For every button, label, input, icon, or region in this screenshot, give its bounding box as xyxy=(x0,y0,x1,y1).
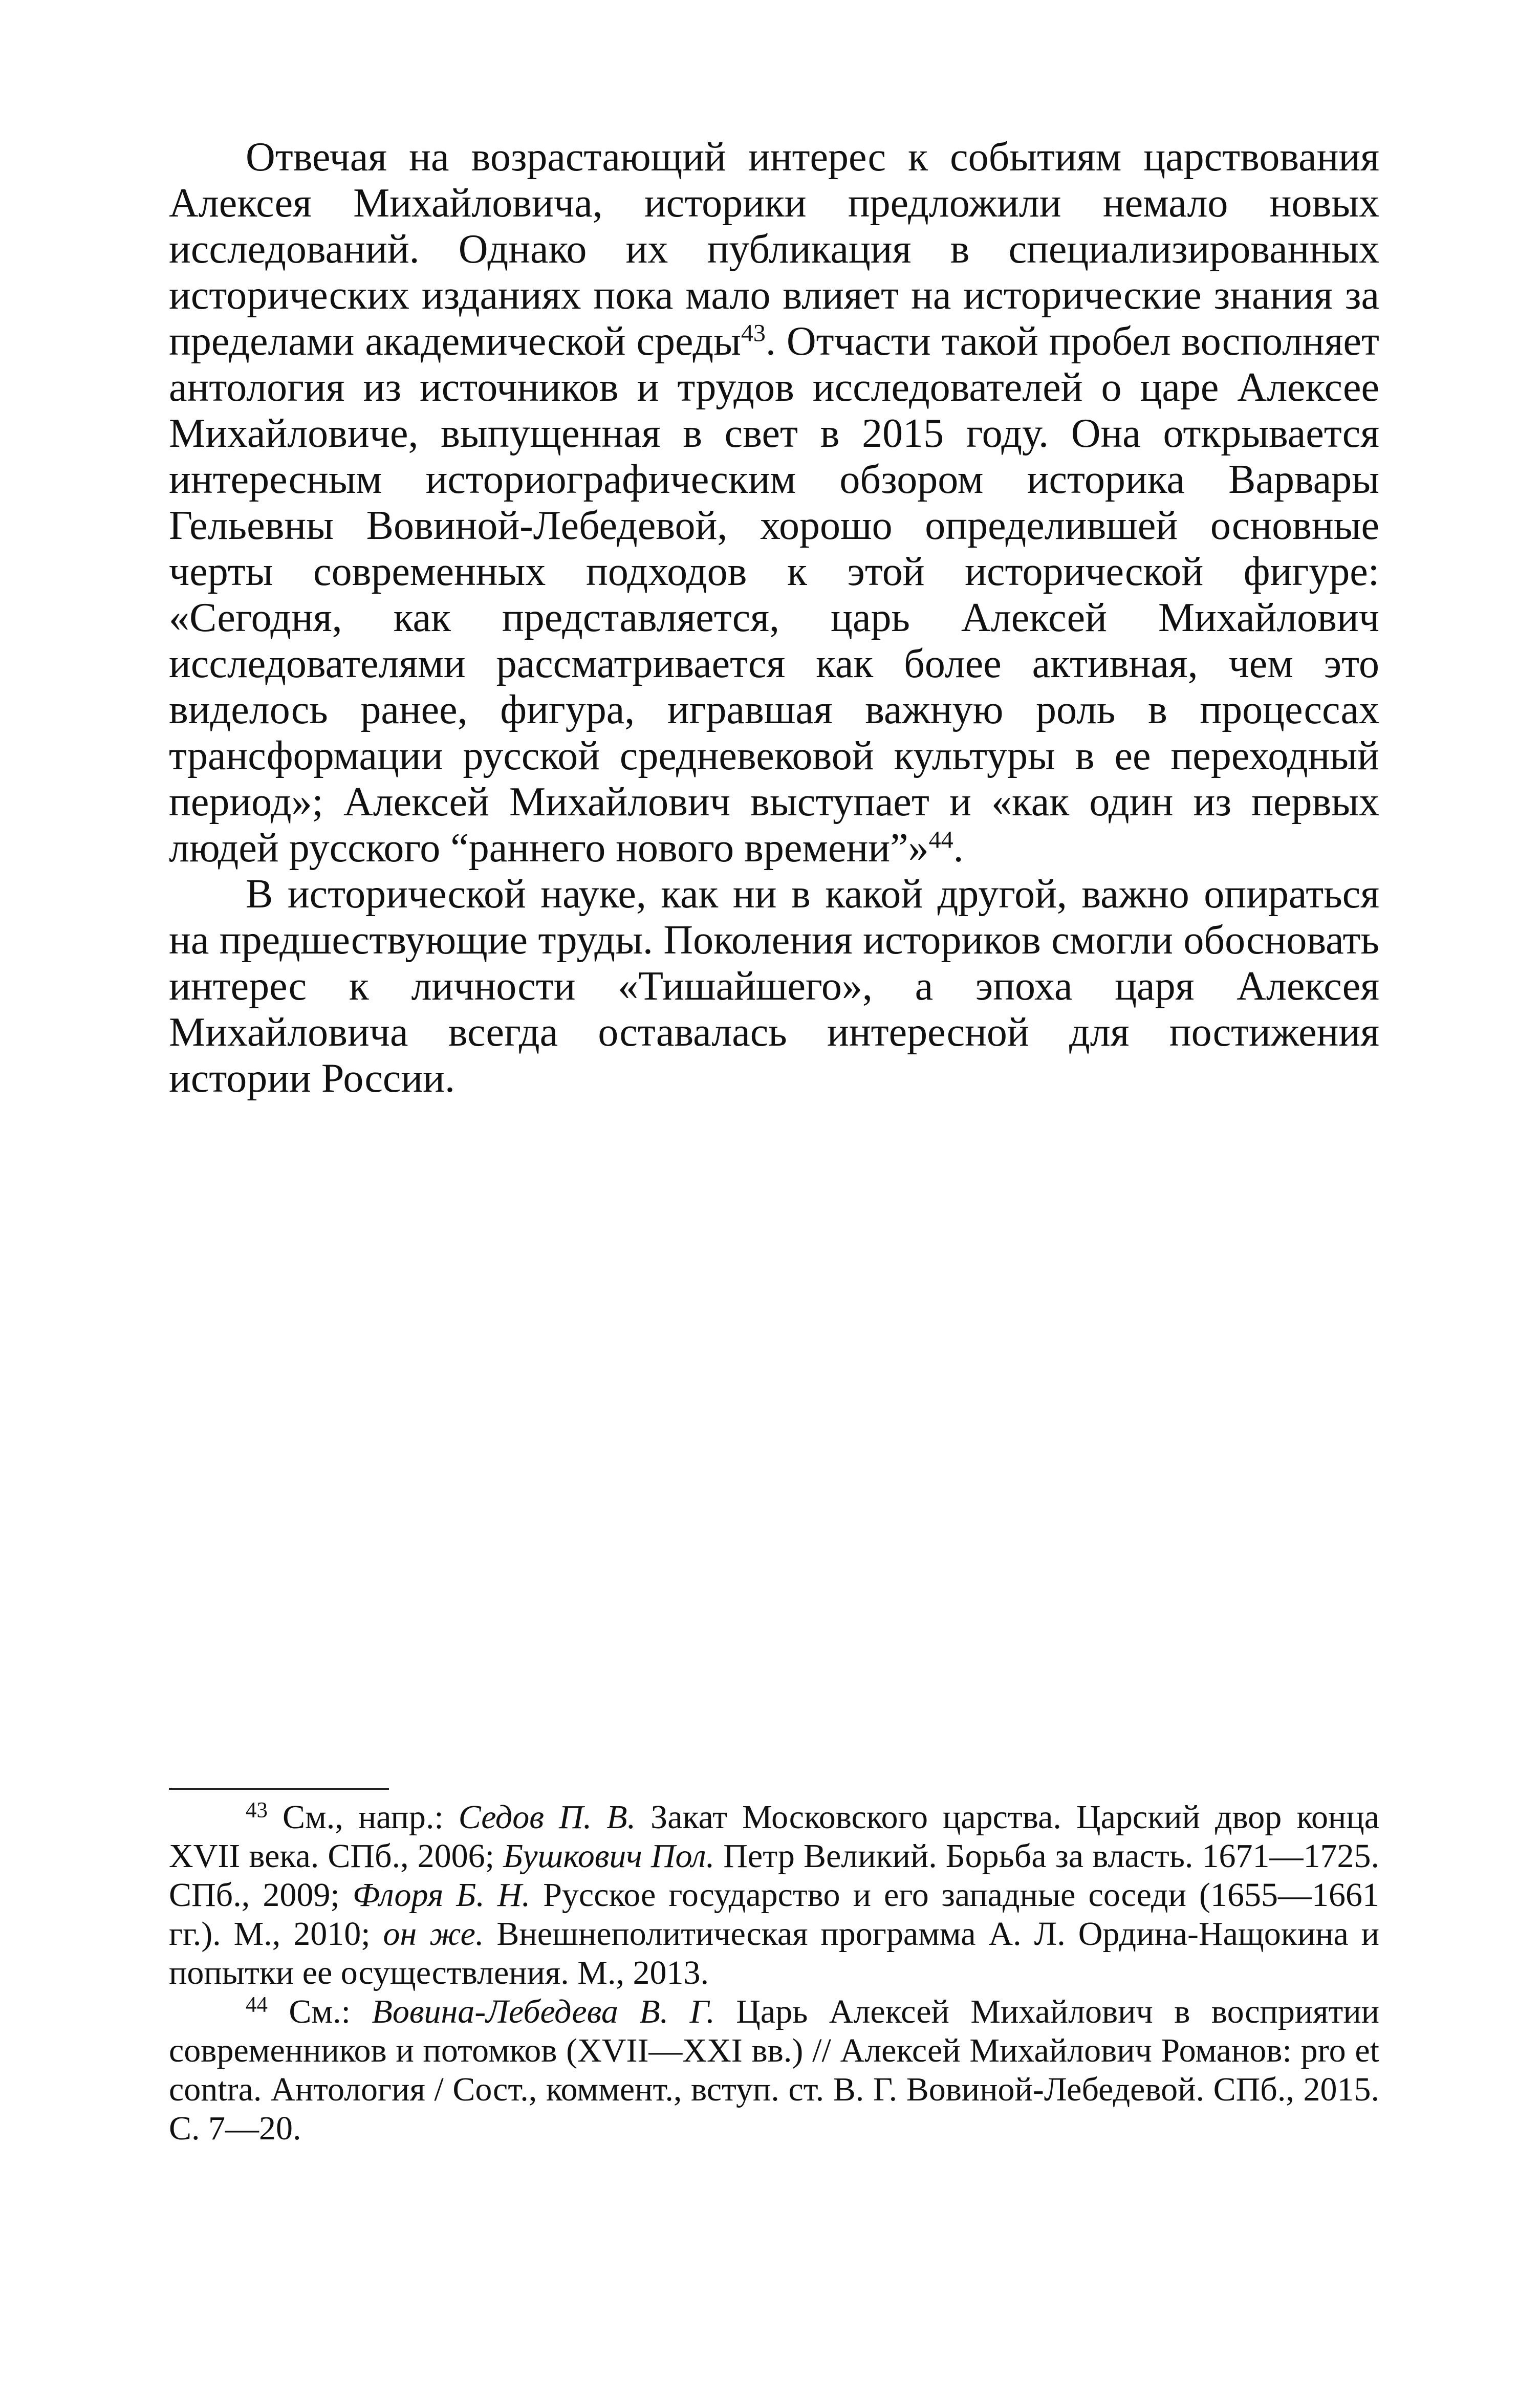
main-text xyxy=(169,134,1379,1101)
footnote-43-text-2: Закат Московского царства. Царский двор конца XVII века. СПб., 2006; xyxy=(169,1799,1379,1875)
paragraph-1 xyxy=(169,134,1379,871)
footnote-divider xyxy=(169,1788,389,1790)
footnote-44 xyxy=(169,1992,1379,2148)
footnote-44-number: 44 xyxy=(246,1992,268,2017)
footnote-43-text-4: Русское государство и его западные соседи (1655—1661 гг.). М., 2010; xyxy=(169,1876,1379,1953)
footnotes xyxy=(169,1798,1379,2148)
footnote-43-author-4: он же. xyxy=(383,1915,484,1953)
paragraph-1-text-a: Отвечая на возрастающий интерес к событиям царствования Алексея Михайловича, историки предложили немало новых исследований. Однако их публикация в специализированных исторических изданиях пока мало влияет на исторические знания за пределами академической среды xyxy=(169,135,1379,364)
paragraph-1-text-c: . xyxy=(953,826,964,871)
footnote-44-text-1: См.: xyxy=(267,1993,372,2030)
footnote-ref-44: 44 xyxy=(928,826,953,854)
paragraph-2: В исторической науке, как ни в какой другой, важно опираться на предшествующие труды. Поколения историков смогли обосновать интерес к личности «Тишайшего», а эпоха царя Алексея Михайловича всегда оставалась интересной для постижения истории России. xyxy=(169,872,1379,1101)
footnote-43-text-5: Внешнеполитическая программа А. Л. Ордина-Нащокина и попытки ее осуществления. М., 2013. xyxy=(169,1915,1380,1991)
footnote-ref-43: 43 xyxy=(741,319,766,347)
footnote-43-text-1: См., напр.: xyxy=(267,1799,459,1836)
footnote-43-text-3: Петр Великий. Борьба за власть. 1671—1725. СПб., 2009; xyxy=(169,1837,1379,1914)
footnote-43-author-2: Бушкович Пол. xyxy=(503,1837,715,1875)
footnote-44-text-2: Царь Алексей Михайлович в восприятии современников и потомков (XVII—XXI вв.) // Алексей Михайлович Романов: pro et contra. Антология / Сост., коммент., вступ. ст. В. Г. Вовиной-Лебедевой. СПб., 2015. С. 7—20. xyxy=(169,1993,1379,2147)
footnote-43-author-1: Седов П. В. xyxy=(458,1799,636,1836)
footnote-43-number: 43 xyxy=(246,1798,268,1823)
footnote-43-author-3: Флоря Б. Н. xyxy=(352,1876,531,1914)
footnote-43 xyxy=(169,1798,1379,1992)
paragraph-1-text-b: . Отчасти такой пробел восполняет антология из источников и трудов исследователей о царе Алексее Михайловиче, выпущенная в свет в 2015 году. Она открывается интересным историографическим обзором историка Варвары Гельевны Вовиной-Лебедевой, хорошо определившей основные черты современных подходов к этой исторической фигуре: «Сегодня, как представляется, царь Алексей Михайлович исследователями рассматривается как более активная, чем это виделось ранее, фигура, игравшая важную роль в процессах трансформации русской средневековой культуры в ее переходный период»; Алексей Михайлович выступает и «как один из первых людей русского “раннего нового времени”» xyxy=(169,319,1379,871)
footnote-44-author-1: Вовина-Лебедева В. Г. xyxy=(372,1993,715,2030)
